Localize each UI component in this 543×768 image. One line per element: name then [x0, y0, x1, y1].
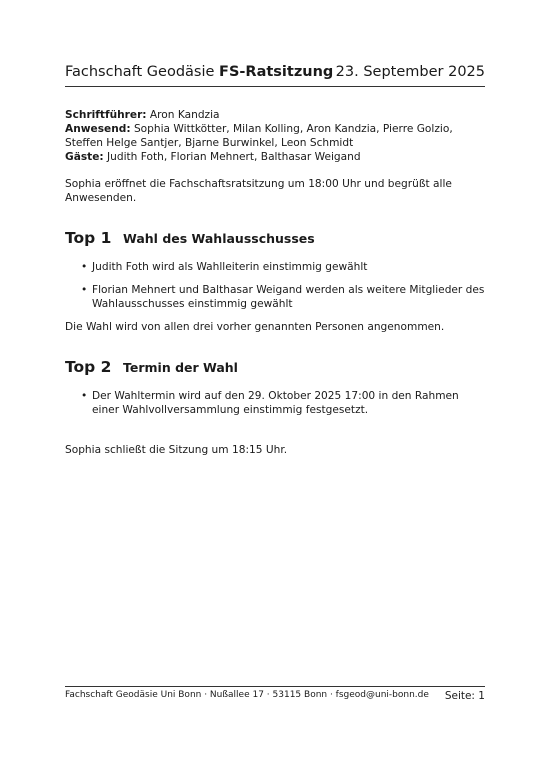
top2-list: [65, 389, 485, 417]
header-title: [65, 64, 333, 80]
secretary-label: Schriftführer:: [65, 109, 147, 121]
guests-label: Gäste:: [65, 151, 104, 163]
bullet-icon: •: [81, 261, 88, 273]
bullet-icon: •: [81, 390, 88, 402]
top1-conclusion: Die Wahl wird von allen drei vorher genannten Personen angenommen.: [65, 321, 445, 333]
bullet-icon: •: [81, 284, 88, 296]
header-org: Fachschaft Geodäsie: [65, 64, 215, 80]
header-meeting-title: FS-Ratsitzung: [219, 64, 334, 80]
secretary-line: [65, 108, 485, 122]
list-item: [65, 283, 485, 311]
list-item-text: Judith Foth wird als Wahlleiterin einstimmig gewählt: [92, 261, 368, 273]
page-number: Seite: 1: [444, 690, 485, 702]
footer-address: Fachschaft Geodäsie Uni Bonn · Nußallee 17 · 53115 Bonn · fsgeod@uni-bonn.de: [65, 690, 429, 700]
opening-statement: Sophia eröffnet die Fachschaftsratsitzung um 18:00 Uhr und begrüßt alle Anwesenden.: [65, 178, 452, 204]
top1-number: Top 1: [65, 229, 112, 247]
top2-title: Termin der Wahl: [123, 360, 238, 375]
top2-heading: [65, 360, 485, 375]
present-names: Sophia Wittkötter, Milan Kolling, Aron Kandzia, Pierre Golzio, Steffen Helge Santjer, Bjarne Burwinkel, Leon Schmidt: [65, 123, 453, 149]
header-date: 23. September 2025: [335, 64, 485, 80]
document-body: [65, 108, 485, 457]
guests-names: Judith Foth, Florian Mehnert, Balthasar Weigand: [107, 151, 361, 163]
top2-number: Top 2: [65, 358, 112, 376]
page-header: [65, 64, 485, 87]
top1-title: Wahl des Wahlausschusses: [123, 231, 315, 246]
secretary-name: Aron Kandzia: [149, 109, 220, 121]
list-item-text: Florian Mehnert und Balthasar Weigand werden als weitere Mitglieder des Wahlausschusses einstimmig gewählt: [92, 284, 485, 310]
list-item: [65, 260, 485, 274]
closing-statement: Sophia schließt die Sitzung um 18:15 Uhr.: [65, 444, 288, 456]
page-footer: [65, 686, 485, 702]
present-label: Anwesend:: [65, 123, 131, 135]
guests-line: [65, 150, 485, 164]
list-item: [65, 389, 485, 417]
meeting-meta: [65, 108, 485, 164]
list-item-text: Der Wahltermin wird auf den 29. Oktober 2025 17:00 in den Rahmen einer Wahlvollversammlung einstimmig festgesetzt.: [92, 390, 459, 416]
top1-list: [65, 260, 485, 311]
present-line: [65, 122, 485, 150]
top1-heading: [65, 231, 485, 246]
